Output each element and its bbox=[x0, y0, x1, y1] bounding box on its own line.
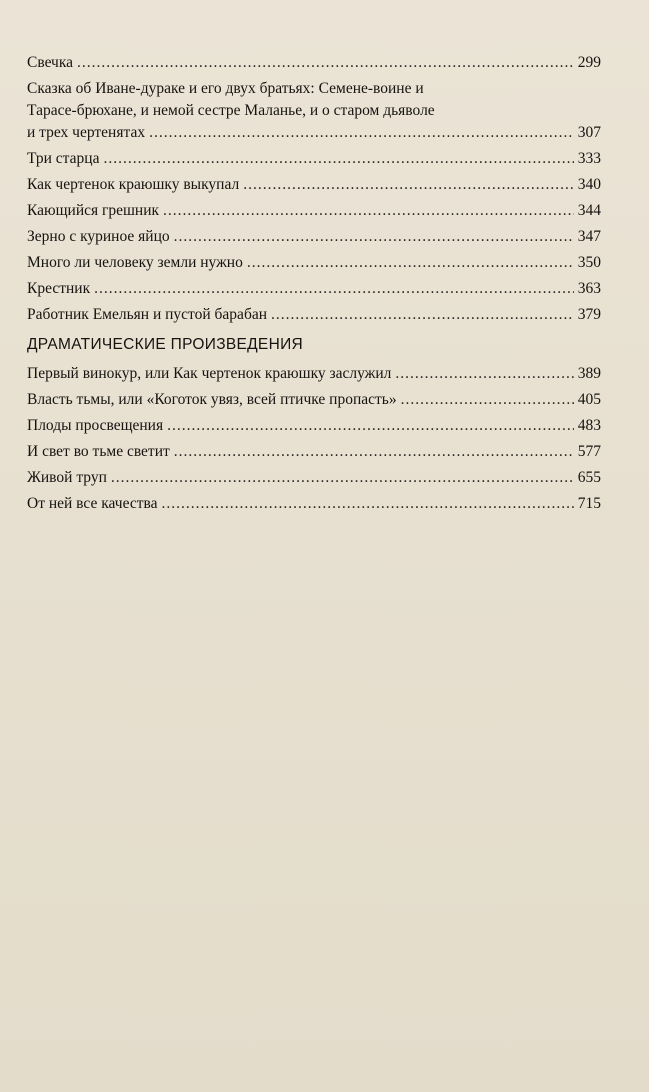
toc-entry-i-svet-vo-tme bbox=[27, 441, 601, 463]
dot-leader bbox=[174, 441, 574, 463]
toc-entry-page: 577 bbox=[577, 443, 601, 460]
dot-leader bbox=[395, 363, 573, 385]
toc-entry-page: 379 bbox=[577, 306, 601, 323]
toc-entry-title: Плоды просвещения bbox=[27, 417, 164, 434]
toc-entry-page: 333 bbox=[577, 150, 601, 167]
toc-entry-page: 344 bbox=[577, 202, 601, 219]
section-heading: ДРАМАТИЧЕСКИЕ ПРОИЗВЕДЕНИЯ bbox=[27, 336, 303, 353]
toc-entry-ot-ney-vse-kachestva bbox=[27, 493, 601, 515]
toc-entry-mnogo-li-zemli bbox=[27, 252, 601, 274]
toc-entry-title: Много ли человеку земли нужно bbox=[27, 254, 243, 271]
toc-entry-page: 655 bbox=[577, 469, 601, 486]
toc-entry-page: 483 bbox=[577, 417, 601, 434]
toc-entry-title: Крестник bbox=[27, 280, 91, 297]
toc-entry-zhivoy-trup bbox=[27, 467, 601, 489]
toc-entry-page: 389 bbox=[577, 365, 601, 382]
dot-leader bbox=[111, 467, 574, 489]
dot-leader bbox=[94, 278, 574, 300]
toc-entry-title: Первый винокур, или Как чертенок краюшку заслужил bbox=[27, 365, 392, 382]
dot-leader bbox=[167, 415, 574, 437]
toc-entry-page: 347 bbox=[577, 228, 601, 245]
toc-entry-title: Зерно с куриное яйцо bbox=[27, 228, 170, 245]
toc-entry-title-line: Сказка об Иване-дураке и его двух братьях: Семене-воине и bbox=[27, 80, 424, 97]
toc-entry-rabotnik-emelyan bbox=[27, 304, 601, 326]
toc-entry-page: 299 bbox=[577, 54, 601, 71]
toc-entry-page: 363 bbox=[577, 280, 601, 297]
dot-leader bbox=[247, 252, 574, 274]
dot-leader bbox=[163, 200, 574, 222]
dot-leader bbox=[243, 174, 574, 196]
toc-entry-title-line: Тарасе-брюхане, и немой сестре Маланье, и о старом дьяволе bbox=[27, 102, 435, 119]
toc-entry-kayushchiysya-greshnik bbox=[27, 200, 601, 222]
toc-entry-title: И свет во тьме светит bbox=[27, 443, 170, 460]
toc-entry-kak-chertenok-vykupal bbox=[27, 174, 601, 196]
dot-leader bbox=[401, 389, 574, 411]
toc-entry-skazka-ob-ivane-durake bbox=[27, 78, 601, 144]
toc-entry-title: Власть тьмы, или «Коготок увяз, всей птичке пропасть» bbox=[27, 391, 397, 408]
toc-entry-page: 350 bbox=[577, 254, 601, 271]
toc-entry-title: Работник Емельян и пустой барабан bbox=[27, 306, 268, 323]
toc-entry-title: Свечка bbox=[27, 54, 74, 71]
dot-leader bbox=[162, 493, 574, 515]
toc-entry-krestnik bbox=[27, 278, 601, 300]
dot-leader bbox=[271, 304, 574, 326]
toc-entry-title: Как чертенок краюшку выкупал bbox=[27, 176, 240, 193]
dot-leader bbox=[77, 52, 574, 74]
dot-leader bbox=[149, 122, 574, 144]
toc-entry-plody-prosveshcheniya bbox=[27, 415, 601, 437]
toc-entry-title: От ней все качества bbox=[27, 495, 158, 512]
toc-entry-title: Кающийся грешник bbox=[27, 202, 160, 219]
toc-entry-vlast-tmy bbox=[27, 389, 601, 411]
toc-entry-svechka bbox=[27, 52, 601, 74]
toc-entry-pervyy-vinokur bbox=[27, 363, 601, 385]
toc-entry-title: Живой труп bbox=[27, 469, 107, 486]
table-of-contents bbox=[27, 52, 601, 519]
toc-entry-page: 715 bbox=[577, 495, 601, 512]
toc-entry-page: 405 bbox=[577, 391, 601, 408]
toc-entry-page: 307 bbox=[577, 124, 601, 141]
toc-entry-title-line: и трех чертенятах bbox=[27, 124, 146, 141]
toc-entry-tri-startsa bbox=[27, 148, 601, 170]
dot-leader bbox=[103, 148, 573, 170]
dot-leader bbox=[174, 226, 574, 248]
toc-entry-page: 340 bbox=[577, 176, 601, 193]
toc-entry-zerno bbox=[27, 226, 601, 248]
toc-entry-title: Три старца bbox=[27, 150, 100, 167]
